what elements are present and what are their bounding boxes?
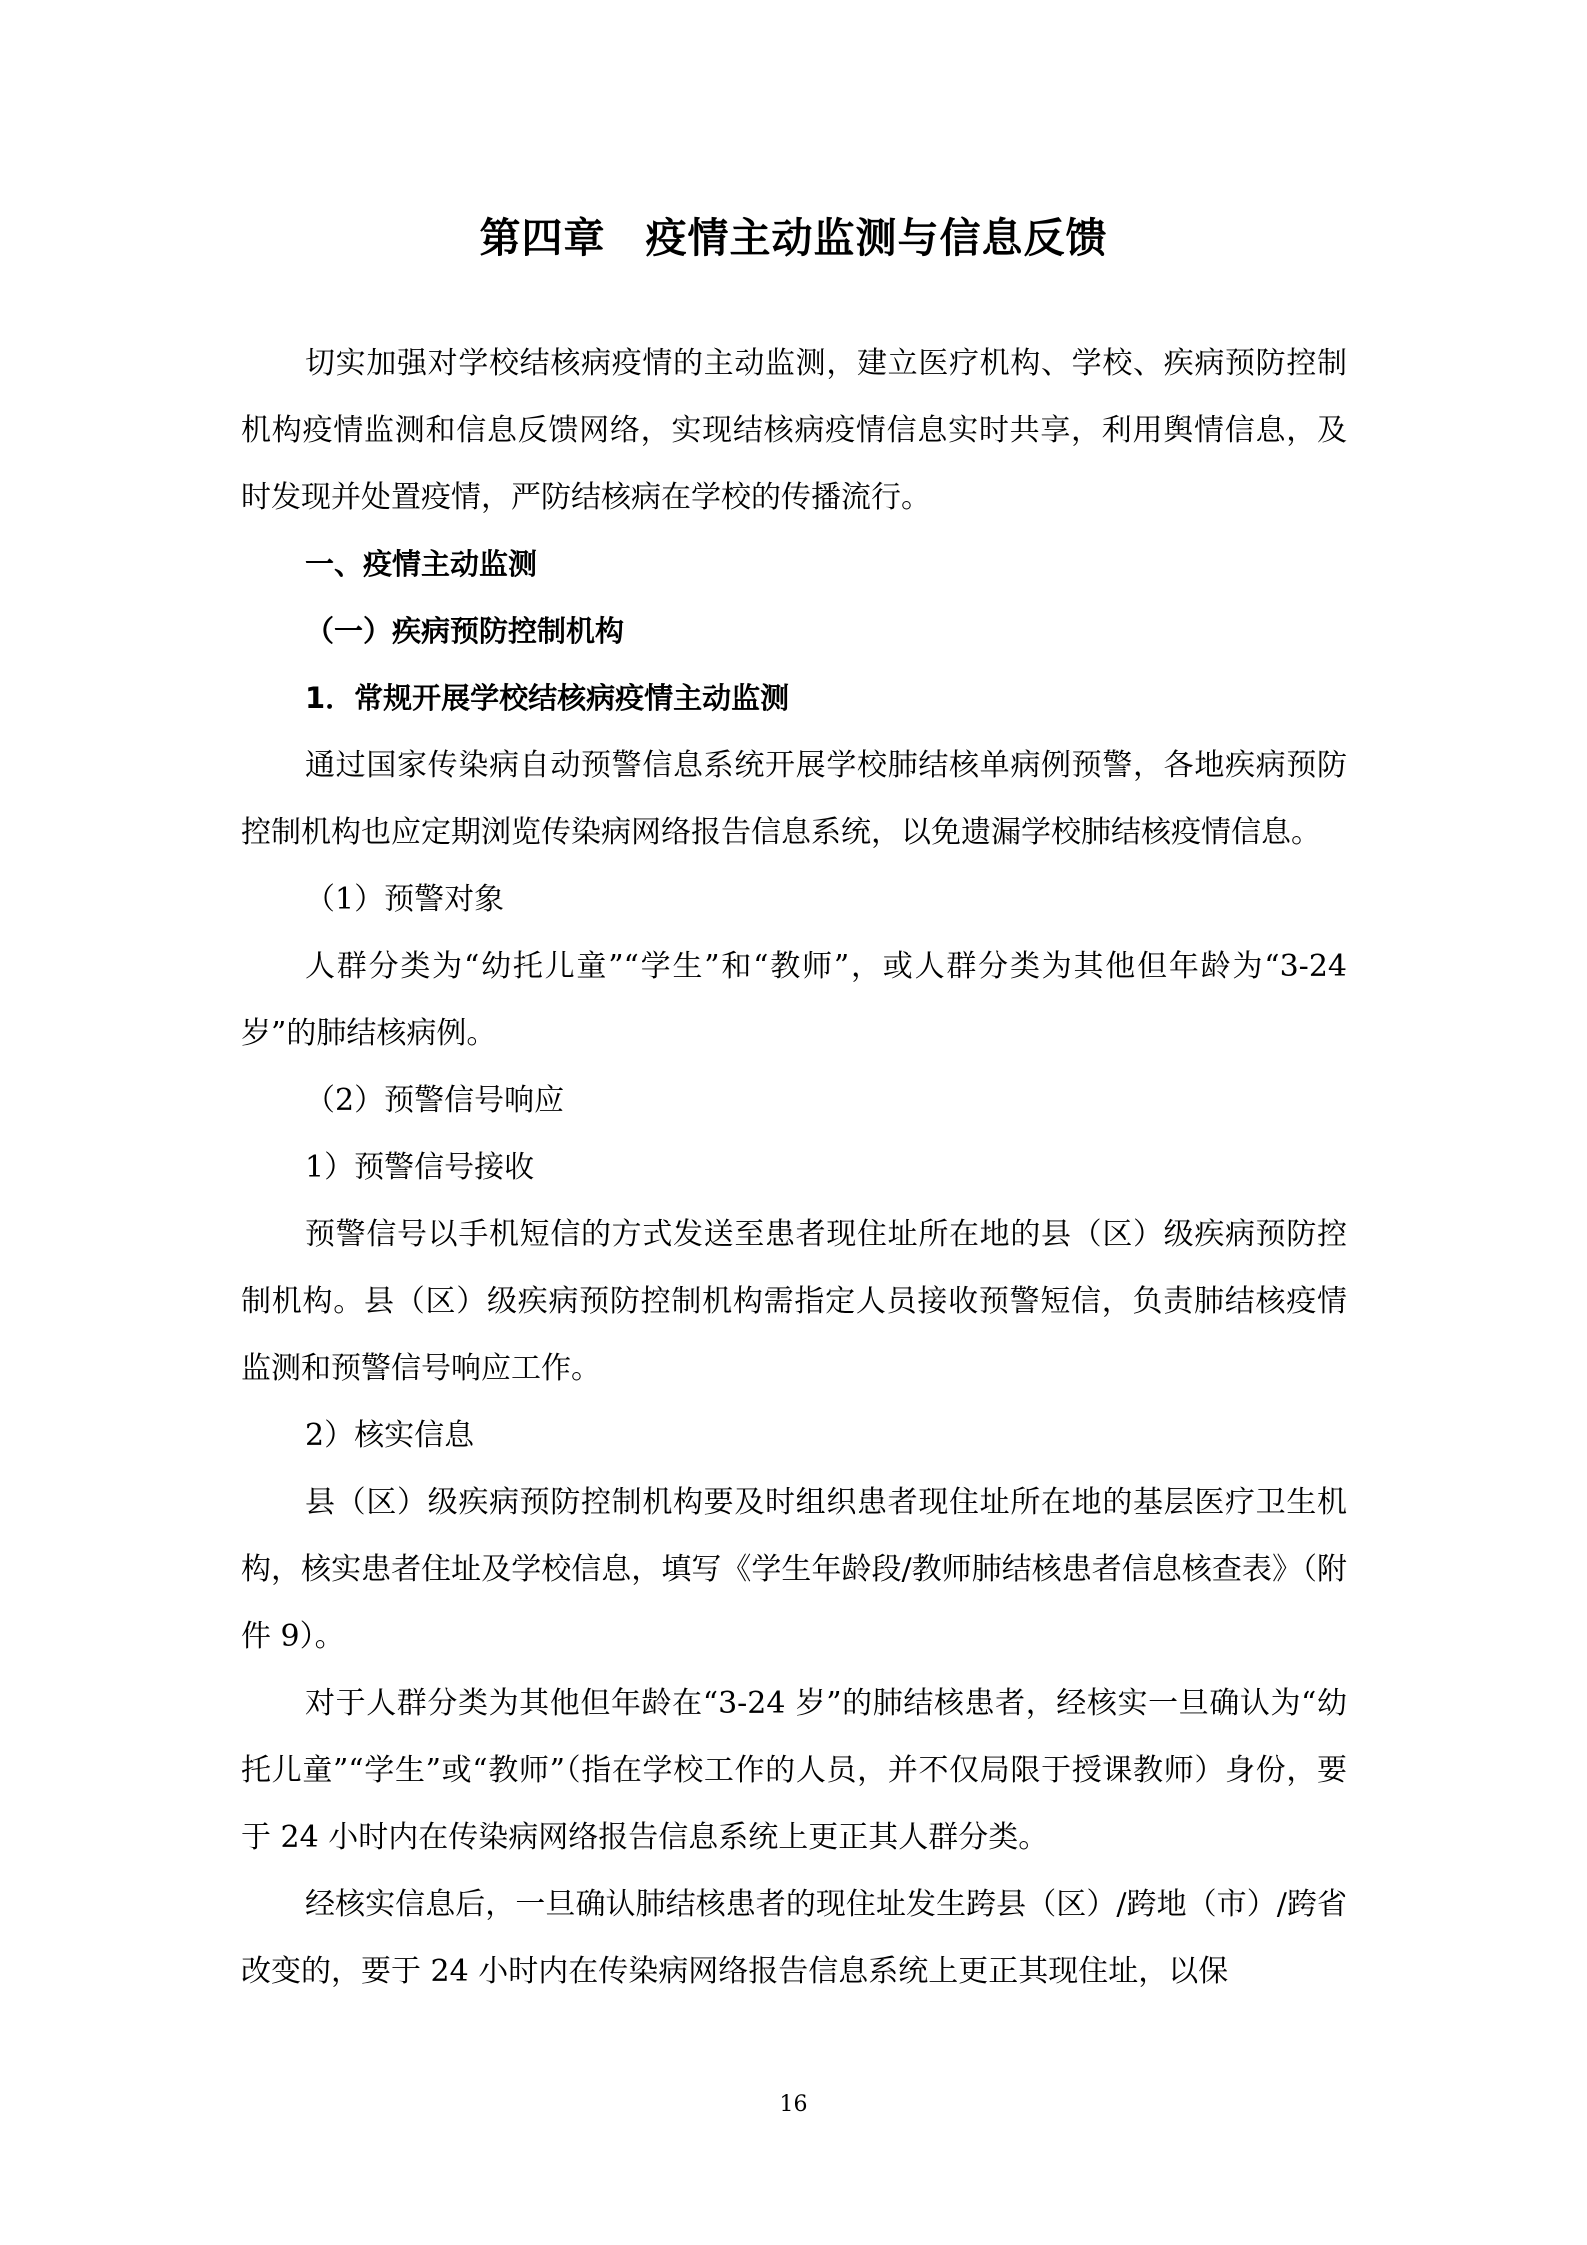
document-body	[241, 330, 1347, 2005]
step-heading-signal-receive: 1）预警信号接收	[305, 1150, 535, 1185]
paragraph-correct-category: 对于人群分类为其他但年龄在“3-24 岁”的肺结核患者，经核实一旦确认为“幼托儿童”“学生”或“教师”（指在学校工作的人员，并不仅局限于授课教师）身份，要于 24 小时内在传染病网络报告信息系统上更正其人群分类。	[241, 1686, 1347, 1855]
chapter-title	[0, 210, 1587, 266]
step-heading-verify-info: 2）核实信息	[305, 1418, 475, 1453]
paragraph-signal-receive: 预警信号以手机短信的方式发送至患者现住址所在地的县（区）级疾病预防控制机构。县（区）级疾病预防控制机构需指定人员接收预警短信，负责肺结核疫情监测和预警信号响应工作。	[241, 1217, 1347, 1386]
chapter-title-text: 疫情主动监测与信息反馈	[645, 214, 1108, 262]
paragraph-verify-info: 县（区）级疾病预防控制机构要及时组织患者现住址所在地的基层医疗卫生机构，核实患者住址及学校信息，填写《学生年龄段/教师肺结核患者信息核查表》（附件 9）。	[241, 1485, 1347, 1654]
chapter-number: 第四章	[479, 214, 606, 262]
subitem-heading-warning-target: （1）预警对象	[305, 882, 505, 917]
subsection-heading-1: （一）疾病预防控制机构	[305, 614, 625, 648]
page-number: 16	[779, 2092, 808, 2117]
section-heading-1: 一、疫情主动监测	[305, 547, 538, 581]
item-heading-1: 1．常规开展学校结核病疫情主动监测	[305, 681, 790, 715]
paragraph-correct-address: 经核实信息后，一旦确认肺结核患者的现住址发生跨县（区）/跨地（市）/跨省改变的，要于 24 小时内在传染病网络报告信息系统上更正其现住址，以保	[241, 1887, 1347, 1989]
subitem-heading-signal-response: （2）预警信号响应	[305, 1083, 565, 1118]
intro-paragraph: 切实加强对学校结核病疫情的主动监测，建立医疗机构、学校、疾病预防控制机构疫情监测和信息反馈网络，实现结核病疫情信息实时共享，利用舆情信息，及时发现并处置疫情，严防结核病在学校的传播流行。	[241, 346, 1347, 515]
paragraph-warning-target: 人群分类为“幼托儿童”“学生”和“教师”，或人群分类为其他但年龄为“3-24岁”的肺结核病例。	[241, 949, 1347, 1051]
paragraph-warning-system: 通过国家传染病自动预警信息系统开展学校肺结核单病例预警，各地疾病预防控制机构也应定期浏览传染病网络报告信息系统，以免遗漏学校肺结核疫情信息。	[241, 748, 1347, 850]
